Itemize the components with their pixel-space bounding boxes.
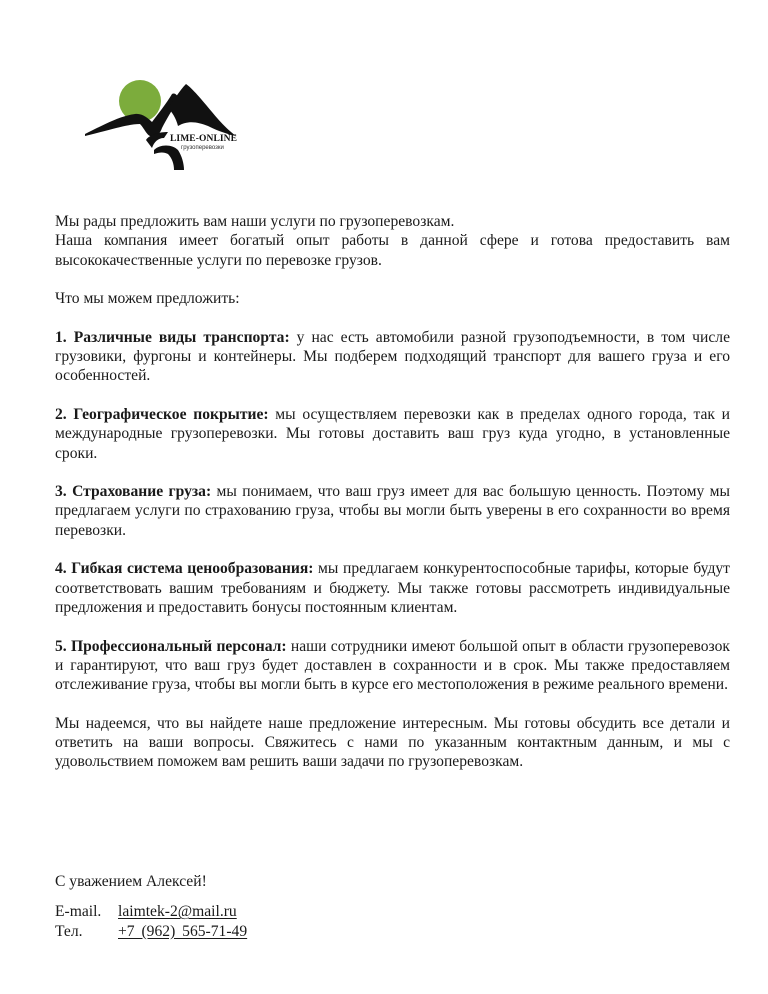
offer-item-transport	[55, 328, 730, 386]
offer-item-title: 1. Различные виды транспорта:	[55, 328, 290, 346]
offer-item-geography	[55, 405, 730, 463]
offer-item-pricing	[55, 559, 730, 617]
phone-label: Тел.	[55, 922, 83, 940]
offer-heading: Что мы можем предложить:	[55, 290, 240, 308]
offer-item-title: 5. Профессиональный персонал:	[55, 637, 287, 655]
phone-row	[55, 922, 247, 942]
email-label: E-mail.	[55, 903, 102, 920]
phone-link[interactable]: +7 (962) 565-71-49	[118, 922, 248, 940]
offer-item-title: 2. Географическое покрытие:	[55, 405, 269, 423]
email-row	[55, 902, 247, 922]
contacts-block	[55, 902, 247, 941]
email-link[interactable]: laimtek-2@mail.ru	[118, 903, 237, 920]
offer-item-text: у нас есть автомобили разной грузоподъемности, в том числе грузовики, фургоны и контейнеры. Мы подберем подходящий транспорт для вашего груза и его особенностей.	[55, 328, 730, 385]
intro-line-1: Мы рады предложить вам наши услуги по грузоперевозкам.	[55, 213, 455, 230]
offer-item-text: мы предлагаем конкурентоспособные тарифы, которые будут соответствовать вашим требованиям и бюджету. Мы также готовы рассмотреть индивидуальные предложения и предоставить бонусы постоянным клиентам.	[55, 560, 730, 616]
logo-tagline: грузоперевозки	[181, 145, 224, 151]
letter-body	[55, 212, 730, 791]
intro-paragraph	[55, 212, 730, 270]
offer-item-staff	[55, 637, 730, 695]
mountain-sun-icon	[80, 74, 240, 174]
offer-item-text: мы понимаем, что ваш груз имеет для вас большую ценность. Поэтому мы предлагаем услуги по страхованию груза, чтобы вы могли быть уверены в его сохранности во время перевозки.	[55, 483, 730, 539]
logo-brand-name: LIME-ONLINE	[170, 134, 238, 144]
offer-item-insurance	[55, 482, 730, 540]
offer-item-text: мы осуществляем перевозки как в пределах одного города, так и международные грузоперевозки. Мы готовы доставить ваш груз куда угодно, в установленные сроки.	[55, 405, 730, 462]
closing-paragraph: Мы надеемся, что вы найдете наше предложение интересным. Мы готовы обсудить все детали и ответить на ваши вопросы. Свяжитесь с нами по указанным контактным данным, и мы с удовольствием поможем вам решить ваши задачи по грузоперевозкам.	[55, 714, 730, 771]
offer-item-text: наши сотрудники имеют большой опыт в области грузоперевозок и гарантируют, что ваш груз будет доставлен в сохранности и в срок. Мы также предоставляем отслеживание груза, чтобы вы могли быть в курсе его местоположения в режиме реального времени.	[55, 637, 730, 694]
signature: С уважением Алексей!	[55, 873, 207, 890]
intro-line-2: Наша компания имеет богатый опыт работы в данной сфере и готова предоставить вам высококачественные услуги по перевозке грузов.	[55, 232, 730, 269]
company-logo	[80, 74, 240, 174]
offer-item-title: 4. Гибкая система ценообразования:	[55, 560, 314, 578]
offer-item-title: 3. Страхование груза:	[55, 483, 212, 501]
